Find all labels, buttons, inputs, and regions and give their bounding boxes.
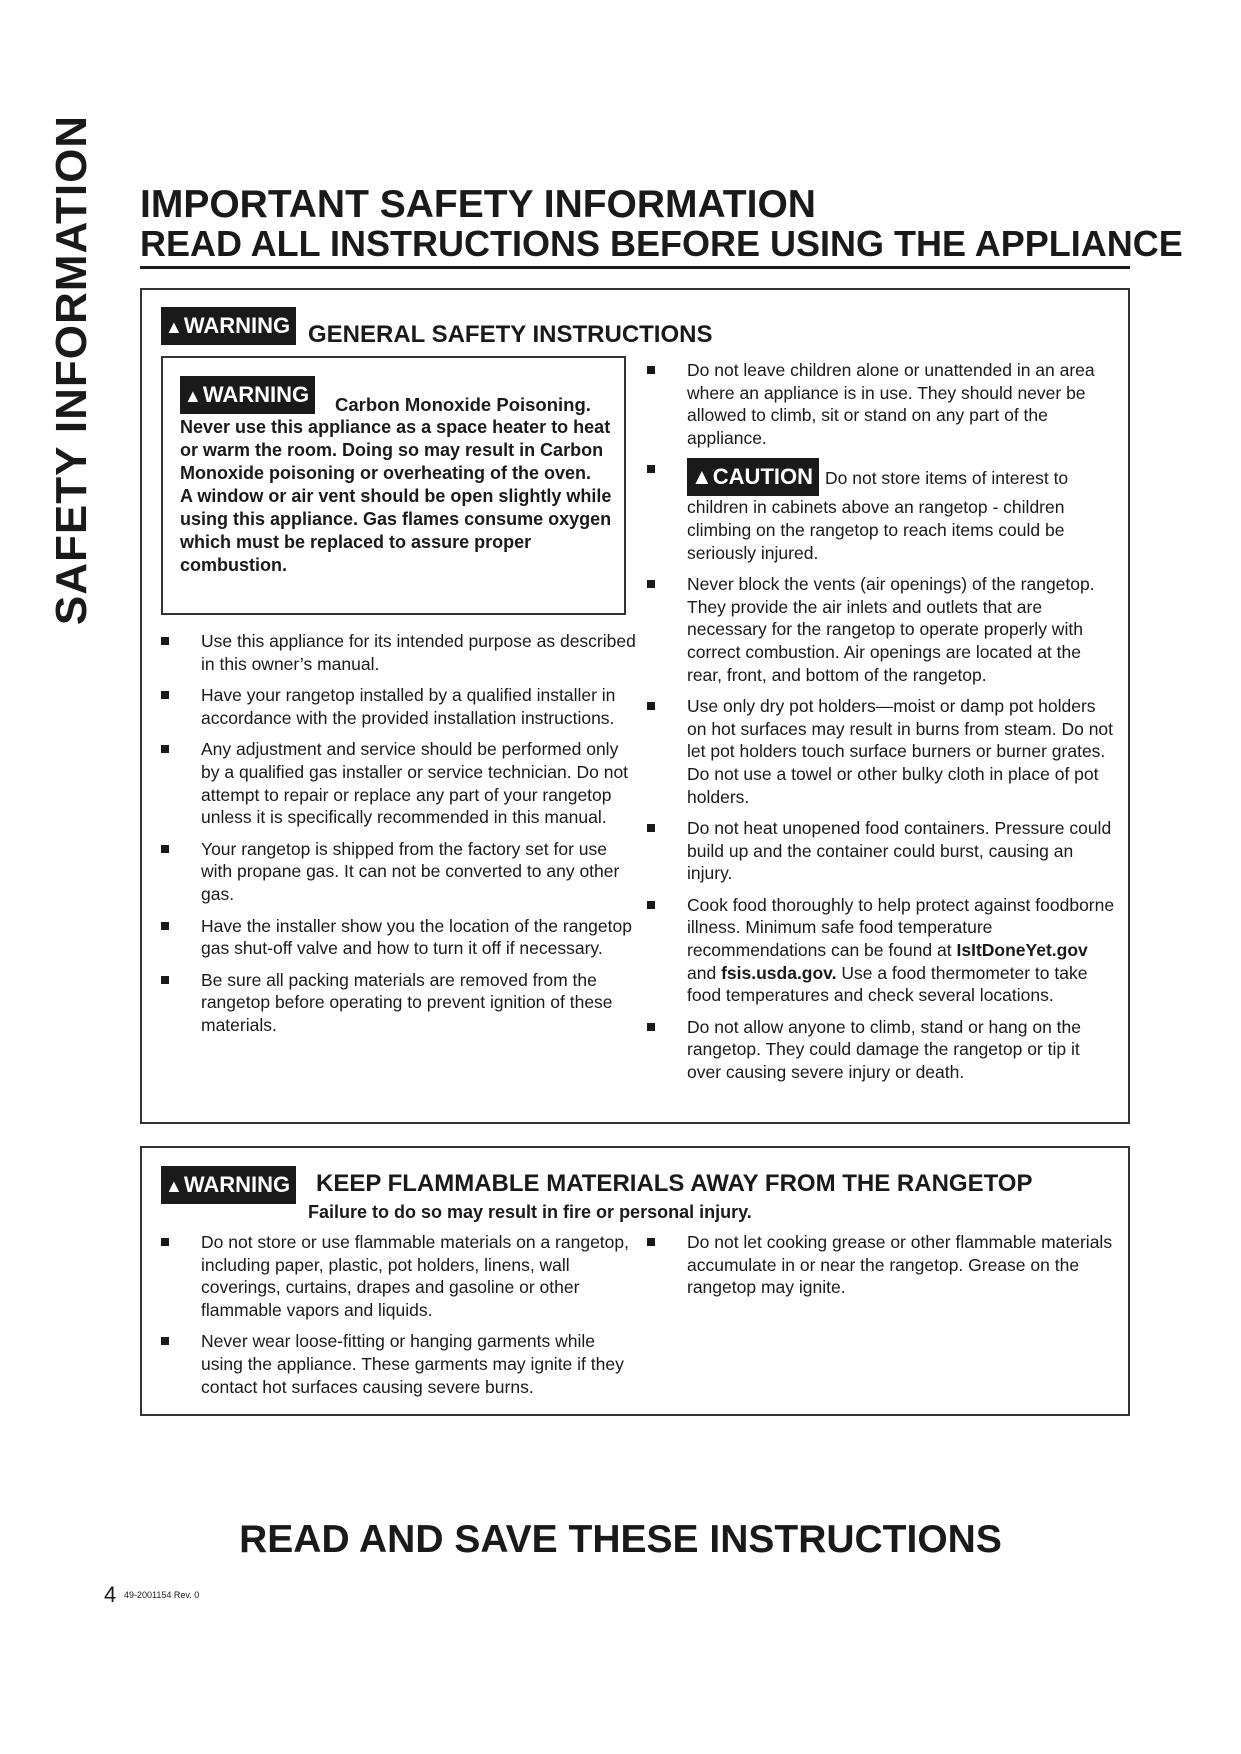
list-item: Be sure all packing materials are removed from the rangetop before operating to prevent ignition of these materials. [161, 969, 641, 1037]
list-item: Do not leave children alone or unattended in an area where an appliance is in use. They should never be allowed to climb, sit or stand on any part of the appliance. [647, 359, 1117, 449]
co-warning-para-2: A window or air vent should be open slightly while using this appliance. Gas flames consume oxygen which must be replaced to assure proper combustion. [180, 486, 612, 575]
warning-triangle-icon: ▲ [184, 386, 202, 406]
list-item-food-safety: Cook food thoroughly to help protect against foodborne illness. Minimum safe food temperature recommendations can be found at IsItDoneYet.gov and fsis.usda.gov. Use a food thermometer to take food temperatures and check several locations. [647, 894, 1117, 1007]
caution-triangle-icon: ▲ [691, 464, 713, 490]
list-item: Have the installer show you the location of the rangetop gas shut-off valve and how to turn it off if necessary. [161, 915, 641, 960]
fsis-link[interactable]: fsis.usda.gov. [721, 962, 837, 983]
flammable-section-title: KEEP FLAMMABLE MATERIALS AWAY FROM THE RANGETOP [316, 1170, 1033, 1197]
flammable-note: Failure to do so may result in fire or personal injury. [308, 1202, 752, 1222]
warning-badge: ▲WARNING [161, 1166, 296, 1204]
document-code: 49-2001154 Rev. 0 [124, 1590, 200, 1600]
footer-title: READ AND SAVE THESE INSTRUCTIONS [239, 1518, 1002, 1561]
page-subtitle: READ ALL INSTRUCTIONS BEFORE USING THE APPLIANCE [140, 223, 1183, 264]
co-warning-box [161, 356, 626, 615]
general-safety-box [140, 288, 1130, 1124]
flammable-right-list [647, 1231, 1117, 1308]
general-section-title: GENERAL SAFETY INSTRUCTIONS [308, 321, 713, 348]
page-title: IMPORTANT SAFETY INFORMATION [140, 183, 816, 226]
list-item: Have your rangetop installed by a qualified installer in accordance with the provided installation instructions. [161, 684, 641, 729]
list-item: Do not allow anyone to climb, stand or hang on the rangetop. They could damage the rangetop or tip it over causing severe injury or death. [647, 1016, 1117, 1084]
flammable-materials-box [140, 1146, 1130, 1416]
list-item: Use only dry pot holders—moist or damp pot holders on hot surfaces may result in burns from steam. Do not let pot holders touch surface burners or burner grates. Do not use a towel or other bulky cloth in place of pot holders. [647, 695, 1117, 808]
list-item: Never wear loose-fitting or hanging garments while using the appliance. These garments may ignite if they contact hot surfaces causing severe burns. [161, 1330, 631, 1398]
caution-badge: ▲CAUTION [687, 458, 819, 496]
list-item: Never block the vents (air openings) of the rangetop. They provide the air inlets and outlets that are necessary for the rangetop to operate properly with correct combustion. Air openings are located at the rear, front, and bottom of the rangetop. [647, 573, 1117, 686]
list-item: Do not let cooking grease or other flammable materials accumulate in or near the rangetop. Grease on the rangetop may ignite. [647, 1231, 1117, 1299]
warning-triangle-icon: ▲ [165, 1176, 183, 1196]
list-item: Do not store or use flammable materials on a rangetop, including paper, plastic, pot holders, linens, wall coverings, curtains, drapes and gasoline or other flammable vapors and liquids. [161, 1231, 631, 1321]
general-left-list [161, 630, 641, 1046]
list-item: Use this appliance for its intended purpose as described in this owner’s manual. [161, 630, 641, 675]
co-warning-title: Carbon Monoxide Poisoning. [335, 394, 591, 415]
isitdoneyet-link[interactable]: IsItDoneYet.gov [956, 940, 1088, 961]
list-item: Any adjustment and service should be performed only by a qualified gas installer or service technician. Do not attempt to repair or replace any part of your rangetop unless it is specifically recommended in this manual. [161, 738, 641, 828]
warning-triangle-icon: ▲ [165, 317, 183, 337]
list-item: Your rangetop is shipped from the factory set for use with propane gas. It can not be converted to any other gas. [161, 838, 641, 906]
list-item-caution: ▲CAUTION Do not store items of interest to children in cabinets above an rangetop - children climbing on the rangetop to reach items could be seriously injured. [647, 458, 1117, 564]
co-warning-badge: ▲WARNING [180, 376, 315, 414]
page-number: 4 [104, 1582, 117, 1607]
co-warning-para-1: Never use this appliance as a space heater to heat or warm the room. Doing so may result in Carbon Monoxide poisoning or overheating of the oven. [180, 417, 611, 483]
title-divider [140, 266, 1130, 269]
general-right-list [647, 359, 1117, 1093]
co-warning-text [180, 416, 620, 577]
flammable-left-list [161, 1231, 631, 1407]
list-item: Do not heat unopened food containers. Pressure could build up and the container could burst, causing an injury. [647, 817, 1117, 885]
warning-badge: ▲WARNING [161, 307, 296, 345]
